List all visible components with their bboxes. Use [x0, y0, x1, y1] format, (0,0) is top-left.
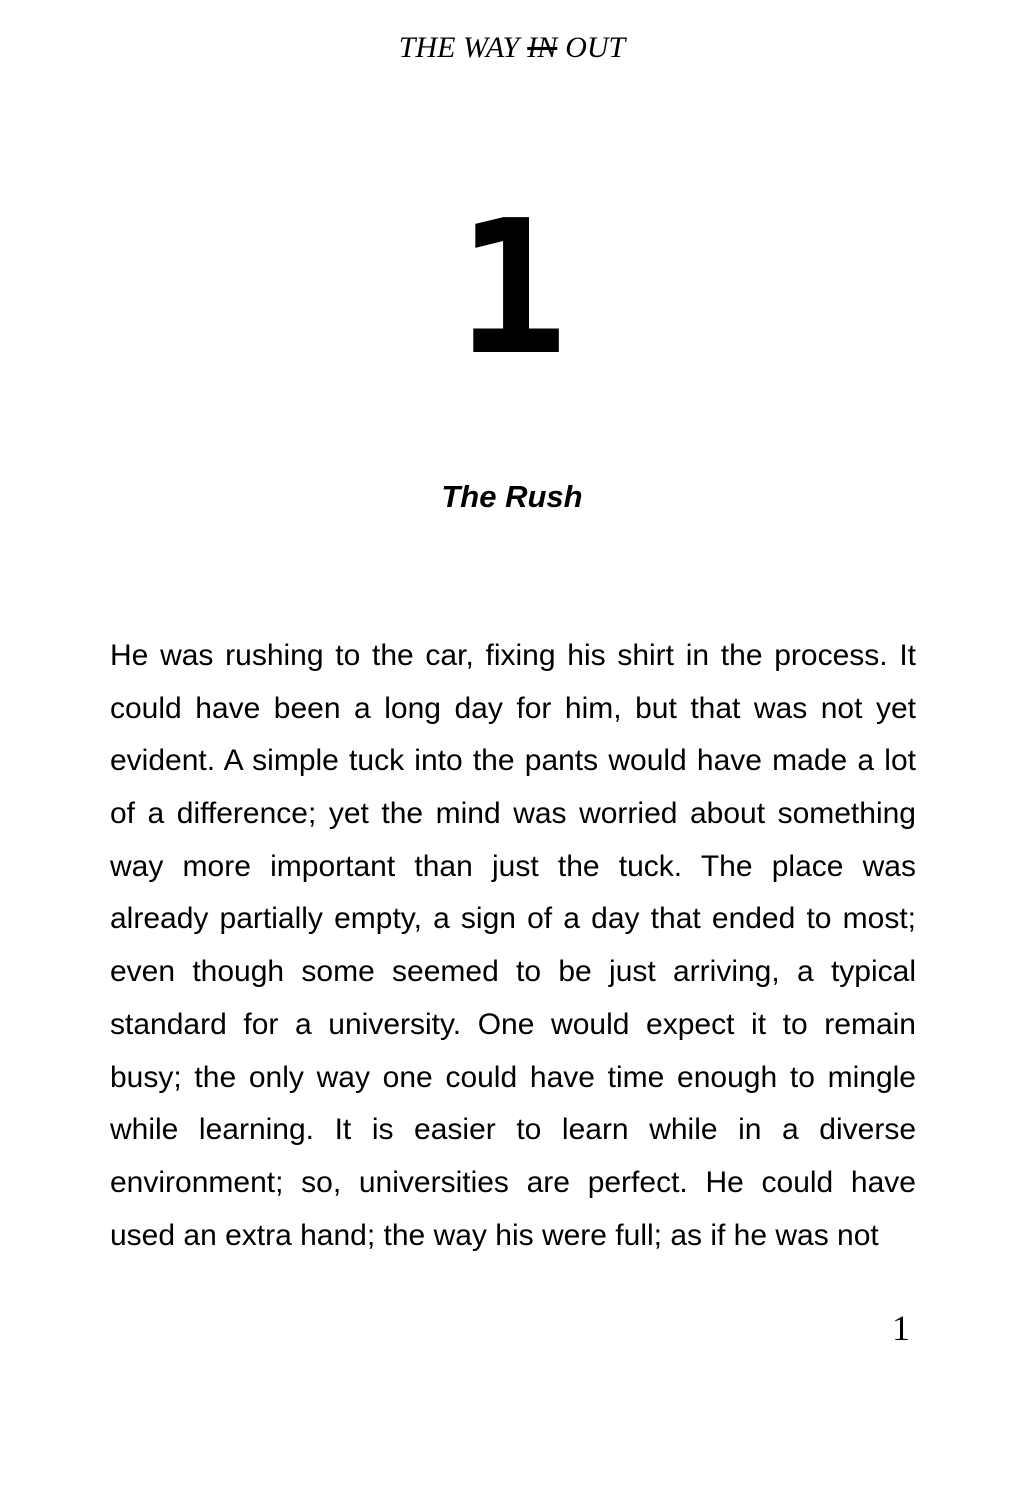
page-number: 1	[892, 1308, 910, 1348]
running-header-text-before: THE WAY	[398, 31, 520, 64]
running-header-text-after: OUT	[565, 31, 626, 64]
running-header-struck-word: IN	[527, 31, 558, 64]
body-line: already partially empty, a sign of a day that ended to most;	[110, 902, 916, 936]
running-header	[0, 31, 1024, 64]
body-line: evident. A simple tuck into the pants would have made a lot	[110, 744, 916, 778]
chapter-title: The Rush	[441, 479, 583, 514]
body-line: busy; the only way one could have time enough to mingle	[110, 1060, 916, 1094]
body-line: even though some seemed to be just arriving, a typical	[110, 955, 916, 989]
body-line: environment; so, universities are perfect. He could have	[110, 1165, 916, 1199]
body-line: standard for a university. One would expect it to remain	[110, 1007, 916, 1041]
body-line: could have been a long day for him, but that was not yet	[110, 691, 916, 725]
body-line: way more important than just the tuck. The place was	[110, 849, 916, 883]
body-line: used an extra hand; the way his were full; as if he was not	[110, 1218, 879, 1252]
body-line: He was rushing to the car, fixing his shirt in the process. It	[110, 639, 916, 672]
chapter-number: 1	[456, 180, 568, 396]
body-paragraph	[110, 630, 916, 1262]
body-line: of a difference; yet the mind was worried about something	[110, 797, 916, 831]
body-line: while learning. It is easier to learn while in a diverse	[110, 1113, 916, 1147]
